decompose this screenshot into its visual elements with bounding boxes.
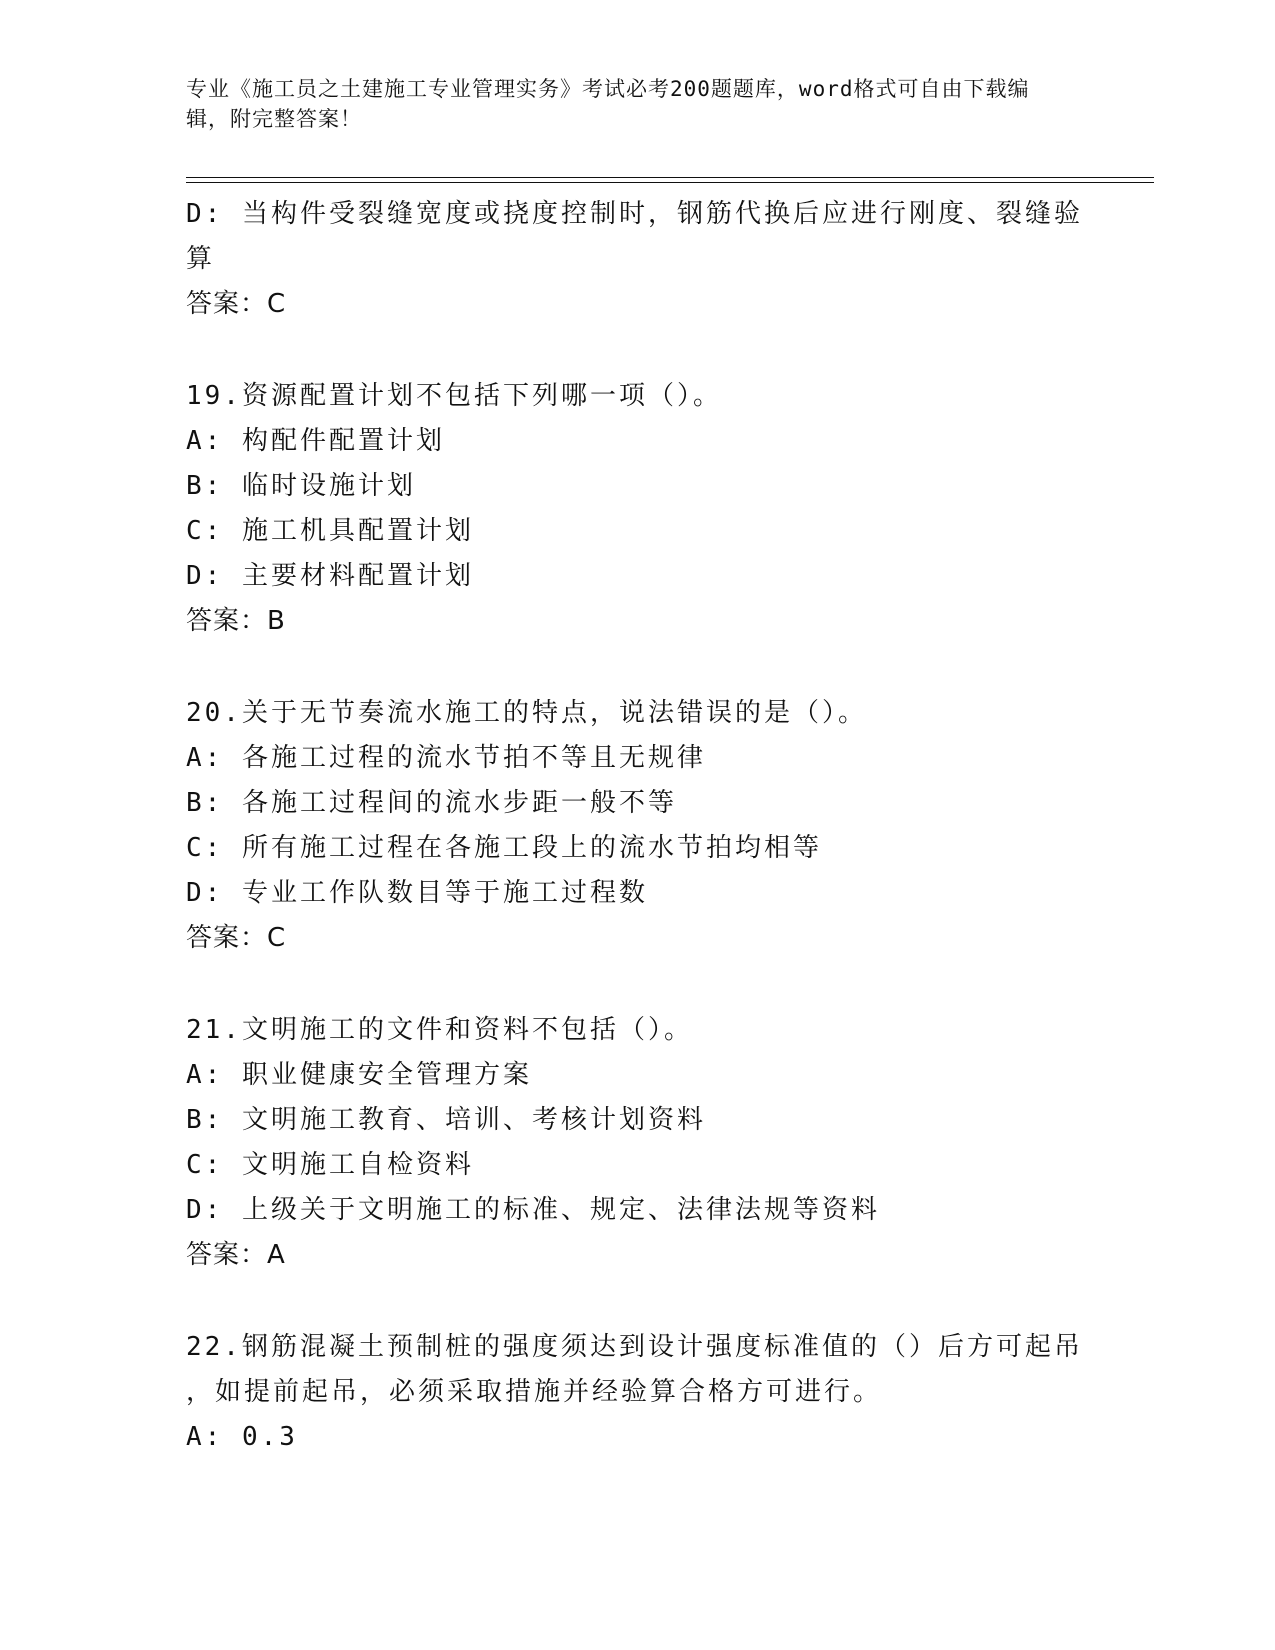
option-d: D: 当构件受裂缝宽度或挠度控制时，钢筋代换后应进行刚度、裂缝验 bbox=[186, 199, 1083, 229]
question-20 bbox=[186, 691, 1086, 961]
option-a: A: 各施工过程的流水节拍不等且无规律 bbox=[186, 743, 706, 773]
question-22 bbox=[186, 1325, 1086, 1460]
option-a: A: 0.3 bbox=[186, 1422, 298, 1452]
question-stem: 20.关于无节奏流水施工的特点，说法错误的是（）。 bbox=[186, 698, 867, 728]
answer-line: 答案：C bbox=[186, 289, 287, 319]
option-b: B: 临时设施计划 bbox=[186, 471, 416, 501]
answer-line: 答案：A bbox=[186, 1240, 286, 1270]
header-text: 专业《施工员之土建施工专业管理实务》考试必考200题题库，word格式可自由下载编辑，附完整答案！ bbox=[186, 77, 1030, 131]
question-stem: 22.钢筋混凝土预制桩的强度须达到设计强度标准值的（）后方可起吊 bbox=[186, 1332, 1083, 1362]
answer-line: 答案：C bbox=[186, 923, 287, 953]
question-stem: 19.资源配置计划不包括下列哪一项（）。 bbox=[186, 381, 722, 411]
option-c: C: 文明施工自检资料 bbox=[186, 1150, 474, 1180]
option-d: D: 主要材料配置计划 bbox=[186, 561, 474, 591]
option-b: B: 文明施工教育、培训、考核计划资料 bbox=[186, 1105, 706, 1135]
answer-line: 答案：B bbox=[186, 606, 286, 636]
option-c: C: 所有施工过程在各施工段上的流水节拍均相等 bbox=[186, 833, 822, 863]
option-d: D: 上级关于文明施工的标准、规定、法律法规等资料 bbox=[186, 1195, 880, 1225]
option-b: B: 各施工过程间的流水步距一般不等 bbox=[186, 788, 677, 818]
document-header bbox=[186, 74, 1066, 134]
question-21 bbox=[186, 1008, 1086, 1278]
previous-question-tail bbox=[186, 192, 1086, 327]
option-d: D: 专业工作队数目等于施工过程数 bbox=[186, 878, 648, 908]
question-stem: 21.文明施工的文件和资料不包括（）。 bbox=[186, 1015, 693, 1045]
question-list bbox=[186, 192, 1086, 1460]
question-19 bbox=[186, 374, 1086, 644]
option-c: C: 施工机具配置计划 bbox=[186, 516, 474, 546]
header-rule-bottom bbox=[186, 182, 1154, 183]
option-a: A: 构配件配置计划 bbox=[186, 426, 445, 456]
header-rule-top bbox=[186, 177, 1154, 178]
question-stem-continued: ，如提前起吊，必须采取措施并经验算合格方可进行。 bbox=[186, 1377, 883, 1407]
option-a: A: 职业健康安全管理方案 bbox=[186, 1060, 532, 1090]
option-d-continued: 算 bbox=[186, 244, 216, 274]
